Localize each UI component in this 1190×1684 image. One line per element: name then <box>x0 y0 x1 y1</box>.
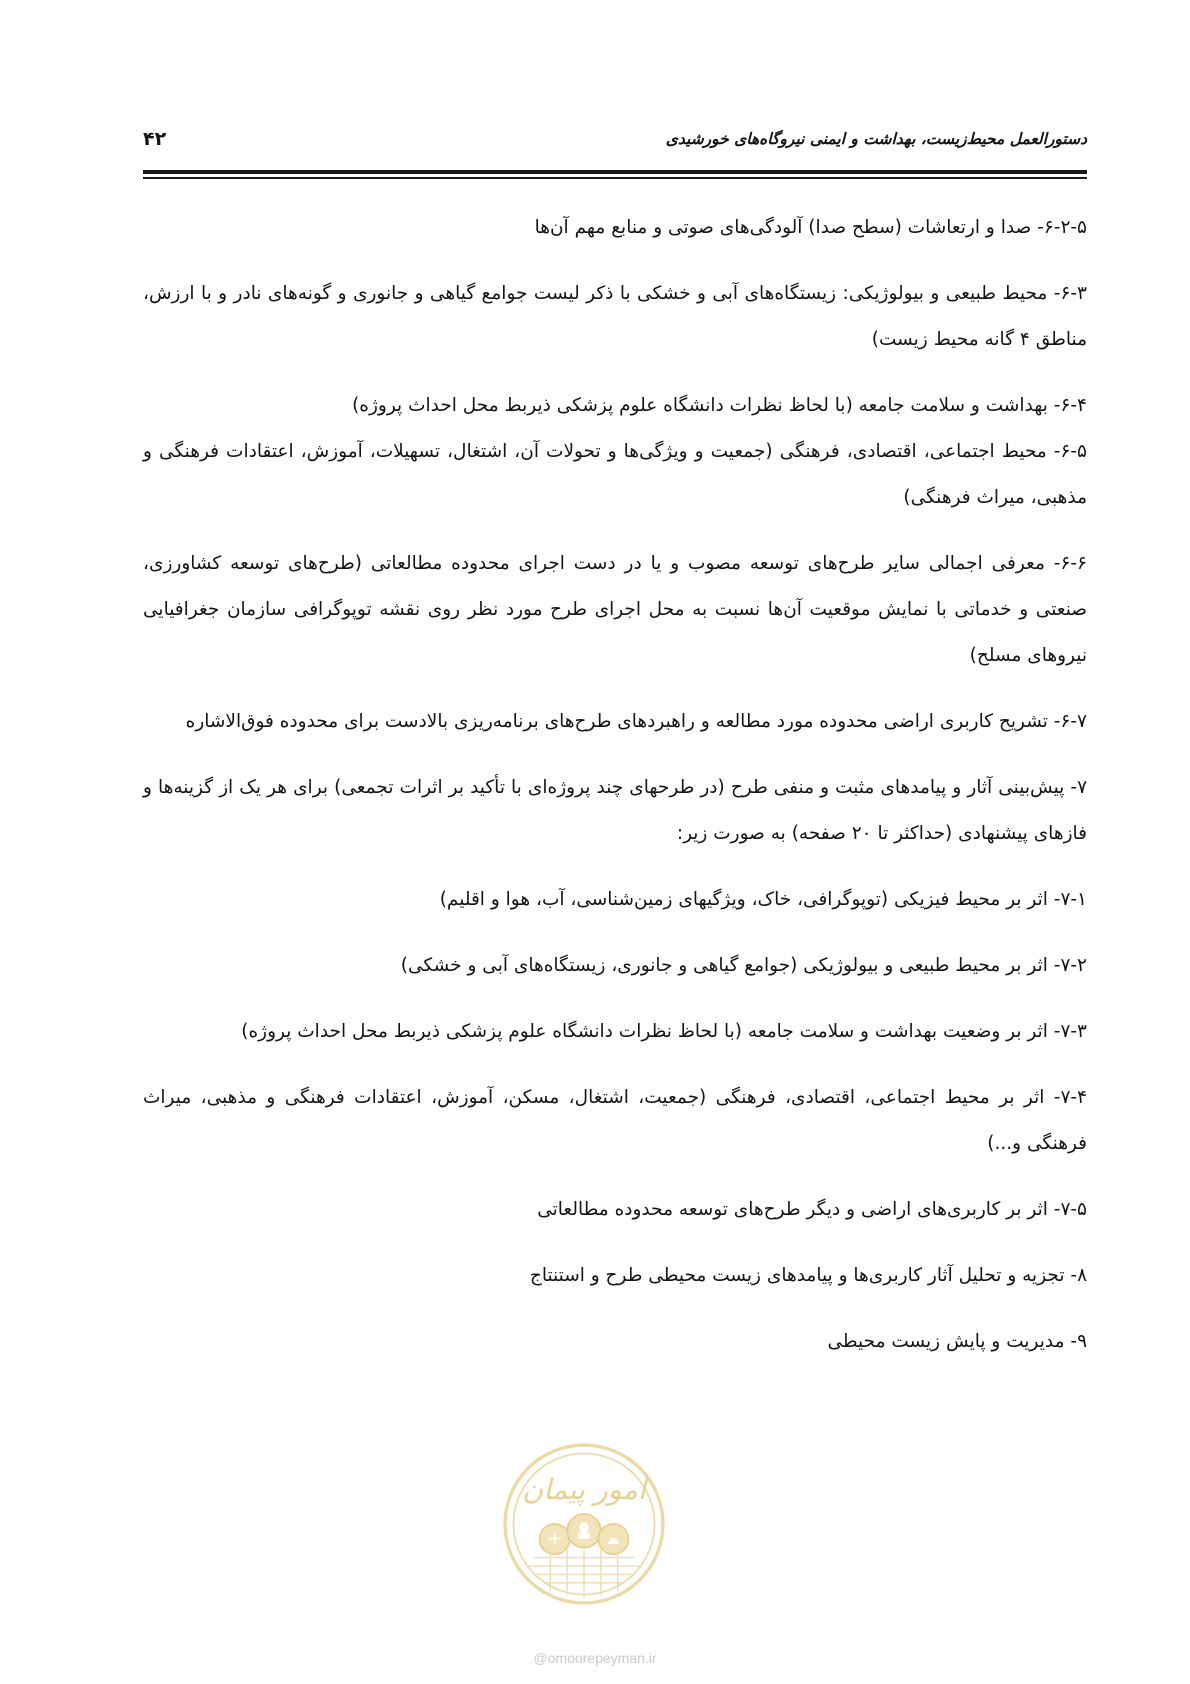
paragraph-7-4: ۷-۴- اثر بر محیط اجتماعی، اقتصادی، فرهنگی (جمعیت، اشتغال، مسکن، آموزش، اعتقادات فرهنگی و مذهبی، میراث فرهنگی و...) <box>143 1087 1087 1154</box>
paragraph-6-2-5: ۶-۲-۵- صدا و ارتعاشات (سطح صدا) آلودگی‌های صوتی و منابع مهم آن‌ها <box>534 217 1087 238</box>
page-header <box>143 130 1087 156</box>
watermark: @omoorepeyman.ir <box>533 1650 657 1666</box>
paragraph-6-7: ۶-۷- تشریح کاربری اراضی محدوده مورد مطالعه و راهبردهای طرح‌های برنامه‌ریزی بالادست برای محدوده فوق‌الاشاره <box>185 711 1087 732</box>
svg-text:امور پیمان: امور پیمان <box>522 1471 646 1506</box>
paragraph-6-5: ۶-۵- محیط اجتماعی، اقتصادی، فرهنگی (جمعیت و ویژگی‌ها و تحولات آن، اشتغال، تسهیلات، آموزش، اعتقادات فرهنگی و مذهبی، میراث فرهنگی) <box>143 441 1087 508</box>
paragraph-8: ۸- تجزیه و تحلیل آثار کاربری‌ها و پیامدهای زیست محیطی طرح و استنتاج <box>529 1265 1087 1286</box>
paragraph-6-6: ۶-۶- معرفی اجمالی سایر طرح‌های توسعه مصوب و یا در دست اجرای محدوده مطالعاتی (طرح‌های توسعه کشاورزی، صنعتی و خدماتی با نمایش موقعیت آن‌ها نسبت به محل اجرای طرح مورد نظر روی نقشه توپوگرافی سازمان جغرافیایی نیروهای مسلح) <box>143 553 1087 666</box>
paragraph-7-5: ۷-۵- اثر بر کاربری‌های اراضی و دیگر طرح‌های توسعه محدوده مطالعاتی <box>537 1199 1087 1220</box>
paragraph-7-1: ۷-۱- اثر بر محیط فیزیکی (توپوگرافی، خاک، ویژگیهای زمین‌شناسی، آب، هوا و اقلیم) <box>439 889 1087 910</box>
paragraph-6-3: ۶-۳- محیط طبیعی و بیولوژیکی: زیستگاه‌های آبی و خشکی با ذکر لیست جوامع گیاهی و جانوری و گونه‌های نادر و با ارزش، مناطق ۴ گانه محیط زیست) <box>143 283 1087 350</box>
page-number: ۴۲ <box>143 128 167 150</box>
body-text <box>143 205 1087 1385</box>
header-rule-thick <box>143 170 1087 174</box>
header-rule-thin <box>143 177 1087 179</box>
paragraph-7: ۷- پیش‌بینی آثار و پیامدهای مثبت و منفی طرح (در طرحهای چند پروژه‌ای با تأکید بر اثرات تجمعی) برای هر یک از گزینه‌ها و فازهای پیشنهادی (حداکثر تا ۲۰ صفحه) به صورت زیر: <box>143 777 1087 844</box>
paragraph-7-3: ۷-۳- اثر بر وضعیت بهداشت و سلامت جامعه (با لحاظ نظرات دانشگاه علوم پزشکی ذیربط محل احداث پروژه) <box>241 1021 1087 1042</box>
running-title: دستورالعمل محیط‌زیست، بهداشت و ایمنی نیروگاه‌های خورشیدی <box>665 130 1087 148</box>
paragraph-6-4: ۶-۴- بهداشت و سلامت جامعه (با لحاظ نظرات دانشگاه علوم پزشکی ذیربط محل احداث پروژه) <box>352 395 1087 416</box>
paragraph-9: ۹- مدیریت و پایش زیست محیطی <box>827 1331 1087 1352</box>
seal-logo-icon <box>500 1440 668 1608</box>
paragraph-7-2: ۷-۲- اثر بر محیط طبیعی و بیولوژیکی (جوامع گیاهی و جانوری، زیستگاه‌های آبی و خشکی) <box>400 955 1087 976</box>
